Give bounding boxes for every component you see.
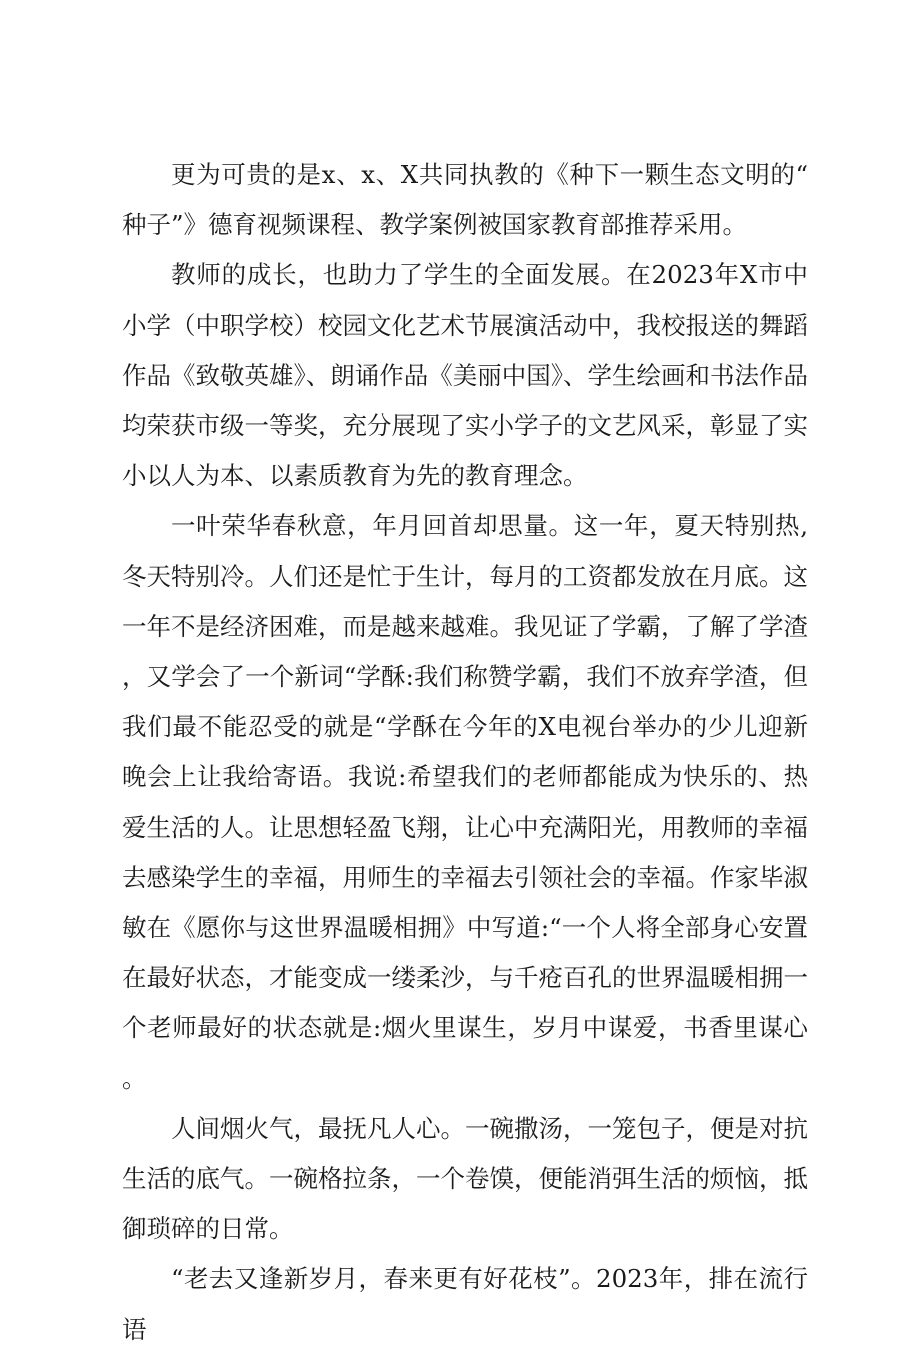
paragraph-1: 更为可贵的是x、x、X共同执教的《种下一颗生态文明的“种子”》德育视频课程、教学案例被国家教育部推荐采用。 (122, 160, 808, 240)
document-body (122, 150, 808, 1355)
paragraph-4: 人间烟火气，最抚凡人心。一碗撒汤，一笼包子，便是对抗生活的底气。一碗格拉条，一个卷馍，便能消弭生活的烦恼，抵御琐碎的日常。 (122, 1113, 808, 1244)
paragraph-5: “老去又逢新岁月，春来更有好花枝”。2023年，排在流行语 (122, 1264, 808, 1344)
paragraph-3: 一叶荣华春秋意，年月回首却思量。这一年，夏天特别热,冬天特别冷。人们还是忙于生计，每月的工资都发放在月底。这一年不是经济困难，而是越来越难。我见证了学霸，了解了学渣，又学会了一个新词“学酥:我们称赞学霸，我们不放弃学渣，但我们最不能忍受的就是“学酥在今年的X电视台举办的少儿迎新晚会上让我给寄语。我说:希望我们的老师都能成为快乐的、热爱生活的人。让思想轻盈飞翔，让心中充满阳光，用教师的幸福去感染学生的幸福，用师生的幸福去引领社会的幸福。作家毕淑敏在《愿你与这世界温暖相拥》中写道:“一个人将全部身心安置在最好状态，才能变成一缕柔沙，与千疮百孔的世界温暖相拥一个老师最好的状态就是:烟火里谋生，岁月中谋爱，书香里谋心。 (122, 511, 808, 1093)
paragraph-2: 教师的成长，也助力了学生的全面发展。在2023年X市中小学（中职学校）校园文化艺术节展演活动中，我校报送的舞蹈作品《致敬英雄》、朗诵作品《美丽中国》、学生绘画和书法作品均荣获市级一等奖，充分展现了实小学子的文艺风采，彰显了实小以人为本、以素质教育为先的教育理念。 (122, 260, 808, 491)
